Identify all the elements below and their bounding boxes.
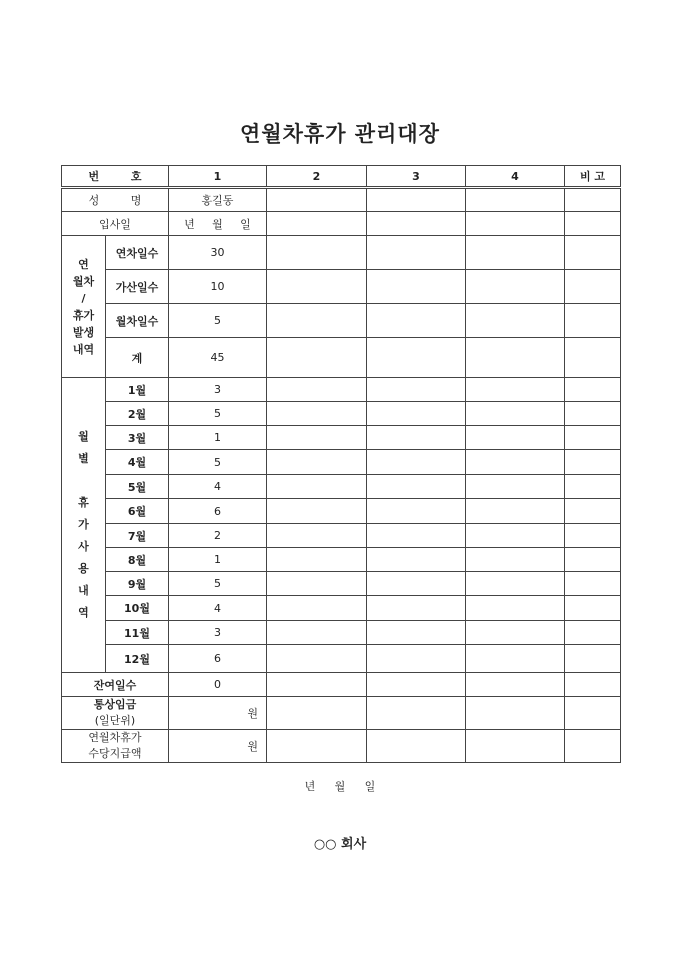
cell[interactable] [367, 212, 466, 236]
cell[interactable] [367, 338, 466, 378]
cell[interactable] [565, 645, 621, 673]
day-label: 일 [240, 217, 251, 231]
cell[interactable] [367, 524, 466, 548]
cell[interactable] [565, 572, 621, 596]
month-value[interactable]: 3 [169, 378, 267, 402]
footer-day-label: 일 [364, 780, 376, 793]
annual-days-row [62, 236, 621, 270]
cell[interactable] [565, 402, 621, 426]
month-row [62, 426, 621, 450]
cell[interactable] [367, 378, 466, 402]
month-label: 3월 [106, 426, 169, 450]
month-value[interactable]: 4 [169, 475, 267, 499]
cell[interactable] [367, 304, 466, 338]
cell[interactable] [466, 673, 565, 697]
cell[interactable] [565, 270, 621, 304]
month-label: 월 [212, 217, 223, 231]
cell[interactable] [367, 402, 466, 426]
hire-date-row [62, 212, 621, 236]
cell[interactable] [267, 697, 367, 730]
added-days-value[interactable]: 10 [169, 270, 267, 304]
cell[interactable] [367, 426, 466, 450]
month-label: 1월 [106, 378, 169, 402]
cell[interactable] [565, 475, 621, 499]
column-header-3: 3 [367, 166, 466, 188]
cell[interactable] [466, 304, 565, 338]
cell[interactable] [565, 188, 621, 212]
cell[interactable] [267, 304, 367, 338]
cell[interactable] [466, 621, 565, 645]
cell[interactable] [466, 572, 565, 596]
cell[interactable] [565, 212, 621, 236]
name-label: 성 명 [62, 188, 169, 212]
cell[interactable] [565, 304, 621, 338]
month-row [62, 572, 621, 596]
month-label: 2월 [106, 402, 169, 426]
monthly-usage-label: 월 별 휴 가 사 용 내 역 [62, 378, 106, 673]
month-value[interactable]: 5 [169, 450, 267, 475]
month-label: 11월 [106, 621, 169, 645]
cell[interactable] [267, 524, 367, 548]
cell[interactable] [565, 499, 621, 524]
leave-occurrence-label: 연 월차 / 휴가 발생 내역 [62, 236, 106, 378]
added-days-row [62, 270, 621, 304]
monthly-days-value[interactable]: 5 [169, 304, 267, 338]
month-row [62, 524, 621, 548]
month-label: 9월 [106, 572, 169, 596]
cell[interactable] [267, 596, 367, 621]
cell[interactable] [466, 402, 565, 426]
cell[interactable] [267, 188, 367, 212]
footer-year-label: 년 [304, 780, 316, 793]
number-header: 번 호 [62, 166, 169, 188]
allowance-row [62, 730, 621, 763]
cell[interactable] [565, 378, 621, 402]
cell[interactable] [466, 450, 565, 475]
month-row [62, 499, 621, 524]
remaining-label: 잔여일수 [62, 673, 169, 697]
cell[interactable] [565, 236, 621, 270]
month-value[interactable]: 3 [169, 621, 267, 645]
month-row [62, 596, 621, 621]
footer-month-label: 월 [334, 780, 346, 793]
cell[interactable] [466, 236, 565, 270]
name-row [62, 188, 621, 212]
month-row [62, 475, 621, 499]
cell[interactable] [565, 730, 621, 763]
cell[interactable] [367, 697, 466, 730]
remaining-value[interactable]: 0 [169, 673, 267, 697]
cell[interactable] [466, 524, 565, 548]
month-row [62, 645, 621, 673]
cell[interactable] [565, 548, 621, 572]
month-label: 10월 [106, 596, 169, 621]
cell[interactable] [565, 596, 621, 621]
page-title: 연월차휴가 관리대장 [240, 122, 440, 146]
cell[interactable] [565, 673, 621, 697]
month-value[interactable]: 5 [169, 402, 267, 426]
cell[interactable] [565, 426, 621, 450]
cell[interactable] [367, 596, 466, 621]
cell[interactable] [267, 730, 367, 763]
month-row [62, 402, 621, 426]
cell[interactable] [267, 270, 367, 304]
cell[interactable] [267, 450, 367, 475]
month-label: 12월 [106, 645, 169, 673]
cell[interactable] [466, 697, 565, 730]
cell[interactable] [466, 475, 565, 499]
remaining-row [62, 673, 621, 697]
hire-date-value[interactable] [169, 212, 267, 236]
total-label: 계 [106, 338, 169, 378]
month-label: 6월 [106, 499, 169, 524]
month-value[interactable]: 1 [169, 426, 267, 450]
month-row [62, 378, 621, 402]
monthly-days-label: 월차일수 [106, 304, 169, 338]
ordinary-wage-label: 통상임금 (일단위) [62, 697, 169, 730]
total-row [62, 338, 621, 378]
cell[interactable] [466, 426, 565, 450]
cell[interactable] [267, 621, 367, 645]
column-header-2: 2 [267, 166, 367, 188]
cell[interactable] [565, 621, 621, 645]
monthly-days-row [62, 304, 621, 338]
cell[interactable] [267, 548, 367, 572]
cell[interactable] [267, 338, 367, 378]
column-header-1: 1 [169, 166, 267, 188]
footer-date [0, 778, 680, 794]
month-value[interactable]: 6 [169, 499, 267, 524]
company-name: ○○ 회사 [313, 837, 367, 852]
header-row [62, 166, 621, 188]
month-value[interactable]: 4 [169, 596, 267, 621]
month-label: 4월 [106, 450, 169, 475]
cell[interactable] [367, 645, 466, 673]
cell[interactable] [466, 188, 565, 212]
added-days-label: 가산일수 [106, 270, 169, 304]
month-label: 5월 [106, 475, 169, 499]
leave-ledger-table [61, 165, 621, 763]
hire-date-label: 입사일 [62, 212, 169, 236]
total-value[interactable]: 45 [169, 338, 267, 378]
cell[interactable] [367, 673, 466, 697]
cell[interactable] [267, 212, 367, 236]
cell[interactable] [565, 450, 621, 475]
allowance-value[interactable]: 원 [169, 730, 267, 763]
cell[interactable] [367, 548, 466, 572]
cell[interactable] [267, 236, 367, 270]
cell[interactable] [466, 548, 565, 572]
cell[interactable] [367, 450, 466, 475]
cell[interactable] [267, 475, 367, 499]
cell[interactable] [466, 338, 565, 378]
cell[interactable] [466, 596, 565, 621]
cell[interactable] [466, 645, 565, 673]
column-header-4: 4 [466, 166, 565, 188]
cell[interactable] [267, 645, 367, 673]
month-value[interactable]: 1 [169, 548, 267, 572]
cell[interactable] [466, 270, 565, 304]
name-value[interactable]: 홍길동 [169, 188, 267, 212]
month-value[interactable]: 6 [169, 645, 267, 673]
cell[interactable] [466, 378, 565, 402]
cell[interactable] [466, 730, 565, 763]
cell[interactable] [367, 499, 466, 524]
cell[interactable] [565, 338, 621, 378]
month-label: 8월 [106, 548, 169, 572]
month-row [62, 548, 621, 572]
month-label: 7월 [106, 524, 169, 548]
cell[interactable] [267, 572, 367, 596]
annual-days-label: 연차일수 [106, 236, 169, 270]
month-value[interactable]: 5 [169, 572, 267, 596]
remarks-header: 비 고 [565, 166, 621, 188]
cell[interactable] [267, 499, 367, 524]
cell[interactable] [367, 621, 466, 645]
cell[interactable] [267, 673, 367, 697]
year-label: 년 [184, 217, 195, 231]
cell[interactable] [267, 426, 367, 450]
ordinary-wage-row [62, 697, 621, 730]
cell[interactable] [267, 378, 367, 402]
cell[interactable] [367, 730, 466, 763]
ordinary-wage-value[interactable]: 원 [169, 697, 267, 730]
month-row [62, 621, 621, 645]
cell[interactable] [367, 572, 466, 596]
annual-days-value[interactable]: 30 [169, 236, 267, 270]
cell[interactable] [367, 188, 466, 212]
cell[interactable] [267, 402, 367, 426]
allowance-label: 연월차휴가 수당지급액 [62, 730, 169, 763]
cell[interactable] [565, 524, 621, 548]
cell[interactable] [367, 270, 466, 304]
cell[interactable] [367, 236, 466, 270]
cell[interactable] [466, 499, 565, 524]
cell[interactable] [565, 697, 621, 730]
cell[interactable] [466, 212, 565, 236]
month-value[interactable]: 2 [169, 524, 267, 548]
cell[interactable] [367, 475, 466, 499]
month-row [62, 450, 621, 475]
